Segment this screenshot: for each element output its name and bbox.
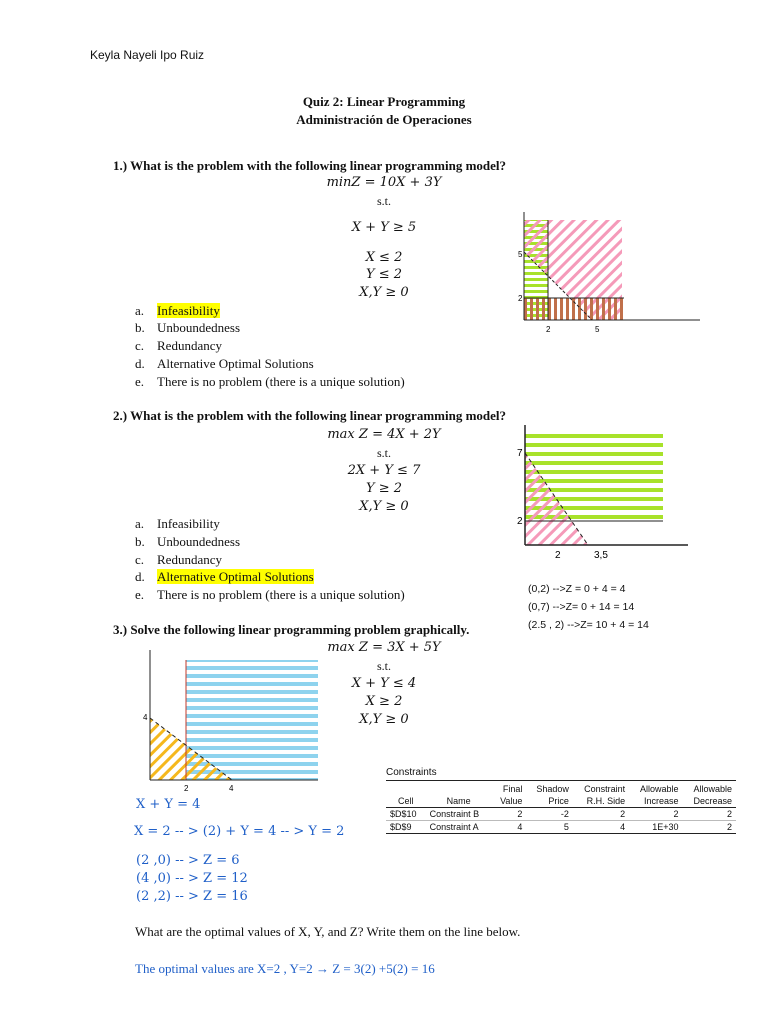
constraints-table-title: Constraints xyxy=(386,767,437,778)
table-header-cell: Allowable xyxy=(640,784,679,794)
q1-option-e xyxy=(135,374,405,390)
table-cell: 2 xyxy=(673,809,679,819)
option-letter: d. xyxy=(135,356,145,371)
option-text: Unboundedness xyxy=(157,320,241,335)
option-text: Unboundedness xyxy=(157,534,241,549)
table-cell: 2 xyxy=(726,822,732,832)
table-cell: -2 xyxy=(560,809,569,819)
q3-st: s.t. xyxy=(376,659,391,673)
table-cell: 2 xyxy=(517,809,523,819)
table-header-row xyxy=(386,783,736,795)
q1-constraint-1: X + Y ≥ 5 xyxy=(351,220,417,235)
table-header-cell: Allowable xyxy=(693,784,732,794)
table-cell: $D$10 xyxy=(390,809,417,819)
q2-eval-3: (2.5 , 2) -->Z= 10 + 4 = 14 xyxy=(528,619,649,631)
q2-y-tick-7: 7 xyxy=(517,448,523,459)
table-header-cell: Shadow xyxy=(536,784,569,794)
option-letter: e. xyxy=(135,374,145,389)
q3-constraint-1: X + Y ≤ 4 xyxy=(351,676,417,691)
q2-objective: max Z = 4X + 2Y xyxy=(327,427,441,442)
table-cell: 1E+30 xyxy=(652,822,679,832)
option-letter: c. xyxy=(135,552,145,567)
table-header-row xyxy=(386,795,736,808)
q3-work-1: X + Y = 4 xyxy=(136,797,201,812)
q3-objective: max Z = 3X + 5Y xyxy=(327,640,441,655)
q1-option-a xyxy=(135,303,220,319)
option-text: Redundancy xyxy=(157,338,222,353)
table-header-cell: Name xyxy=(446,796,471,806)
q1-question: 1.) What is the problem with the following linear programming model? xyxy=(113,158,507,173)
q1-option-d xyxy=(135,356,314,372)
table-header-cell: Cell xyxy=(398,796,414,806)
q3-question: 3.) Solve the following linear programming problem graphically. xyxy=(113,622,470,637)
q2-constraint-3: X,Y ≥ 0 xyxy=(359,499,409,514)
table-row xyxy=(386,808,736,821)
table-row xyxy=(386,821,736,834)
table-header-cell: Value xyxy=(500,796,523,806)
option-letter: b. xyxy=(135,534,145,549)
q3-work-5: (2 ,2) -- > Z = 16 xyxy=(136,889,248,904)
table-header-cell: Final xyxy=(502,784,523,794)
q3-y-tick-4: 4 xyxy=(143,713,148,722)
constraints-table xyxy=(386,783,736,834)
q1-x-tick-5: 5 xyxy=(595,325,600,334)
option-text: Redundancy xyxy=(157,552,222,567)
option-letter: c. xyxy=(135,338,145,353)
q2-question: 2.) What is the problem with the following linear programming model? xyxy=(113,408,507,423)
q2-option-a xyxy=(135,516,220,532)
option-letter: a. xyxy=(135,516,145,531)
q1-option-b xyxy=(135,320,240,336)
q1-x-tick-2: 2 xyxy=(546,325,551,334)
q2-eval-2: (0,7) -->Z= 0 + 14 = 14 xyxy=(528,601,635,613)
q2-st: s.t. xyxy=(376,446,391,460)
q3-constraint-3: X,Y ≥ 0 xyxy=(359,712,409,727)
constraints-table-rule xyxy=(386,780,736,781)
quiz-title: Quiz 2: Linear Programming xyxy=(302,94,466,109)
q3-x-tick-4: 4 xyxy=(229,784,234,793)
option-text: There is no problem (there is a unique solution) xyxy=(157,374,405,389)
option-text-highlighted: Alternative Optimal Solutions xyxy=(157,569,314,584)
q2-option-d xyxy=(135,569,314,585)
table-header-cell xyxy=(386,783,426,795)
q3-prompt: What are the optimal values of X, Y, and Z? Write them on the line below. xyxy=(135,924,521,939)
q1-st: s.t. xyxy=(376,194,391,208)
q1-option-c xyxy=(135,338,222,354)
q2-option-e xyxy=(135,587,405,603)
q2-x-tick-35: 3,5 xyxy=(594,550,608,561)
option-letter: d. xyxy=(135,569,145,584)
q3-work-4: (4 ,0) -- > Z = 12 xyxy=(136,871,248,886)
q1-y-tick-5: 5 xyxy=(518,250,523,259)
q3-x-tick-2: 2 xyxy=(184,784,189,793)
table-header-cell: Decrease xyxy=(693,796,732,806)
table-header-cell: Constraint xyxy=(584,784,626,794)
q3-work-2: X = 2 -- > (2) + Y = 4 -- > Y = 2 xyxy=(134,824,345,839)
option-letter: e. xyxy=(135,587,145,602)
q2-x-tick-2: 2 xyxy=(555,550,561,561)
option-text: Infeasibility xyxy=(157,516,220,531)
q1-graph xyxy=(512,212,702,337)
table-cell: Constraint A xyxy=(429,822,479,832)
option-letter: a. xyxy=(135,303,145,318)
author-name: Keyla Nayeli Ipo Ruiz xyxy=(90,48,205,62)
q1-objective: minZ = 10X + 3Y xyxy=(326,175,442,190)
table-header-cell: Increase xyxy=(644,796,679,806)
q3-graph xyxy=(140,650,320,795)
q3-answer: The optimal values are X=2 , Y=2 → Z = 3(2) +5(2) = 16 xyxy=(135,961,435,976)
option-text: There is no problem (there is a unique solution) xyxy=(157,587,405,602)
option-text-highlighted: Infeasibility xyxy=(157,303,220,318)
table-cell: 2 xyxy=(620,809,626,819)
q1-constraint-4: X,Y ≥ 0 xyxy=(359,285,409,300)
course-title: Administración de Operaciones xyxy=(296,112,472,127)
q1-constraint-3: Y ≤ 2 xyxy=(365,267,402,282)
q2-eval-1: (0,2) -->Z = 0 + 4 = 4 xyxy=(528,583,626,595)
table-cell: 4 xyxy=(620,822,626,832)
q3-work-3: (2 ,0) -- > Z = 6 xyxy=(136,853,240,868)
q1-constraint-2: X ≤ 2 xyxy=(365,250,403,265)
table-cell: 4 xyxy=(517,822,523,832)
q3-constraint-2: X ≥ 2 xyxy=(365,694,403,709)
q2-y-tick-2: 2 xyxy=(517,516,523,527)
q2-graph xyxy=(510,425,695,565)
table-header-cell: R.H. Side xyxy=(586,796,626,806)
table-cell: $D$9 xyxy=(390,822,412,832)
q2-option-b xyxy=(135,534,240,550)
q2-constraint-1: 2X + Y ≤ 7 xyxy=(347,463,421,478)
table-header-cell xyxy=(426,783,492,795)
q1-y-tick-2: 2 xyxy=(518,294,523,303)
table-header-cell: Price xyxy=(548,796,569,806)
table-cell: 5 xyxy=(563,822,569,832)
table-cell: Constraint B xyxy=(429,809,480,819)
table-cell: 2 xyxy=(726,809,732,819)
option-letter: b. xyxy=(135,320,145,335)
option-text: Alternative Optimal Solutions xyxy=(157,356,314,371)
q2-option-c xyxy=(135,552,222,568)
q2-constraint-2: Y ≥ 2 xyxy=(365,481,402,496)
